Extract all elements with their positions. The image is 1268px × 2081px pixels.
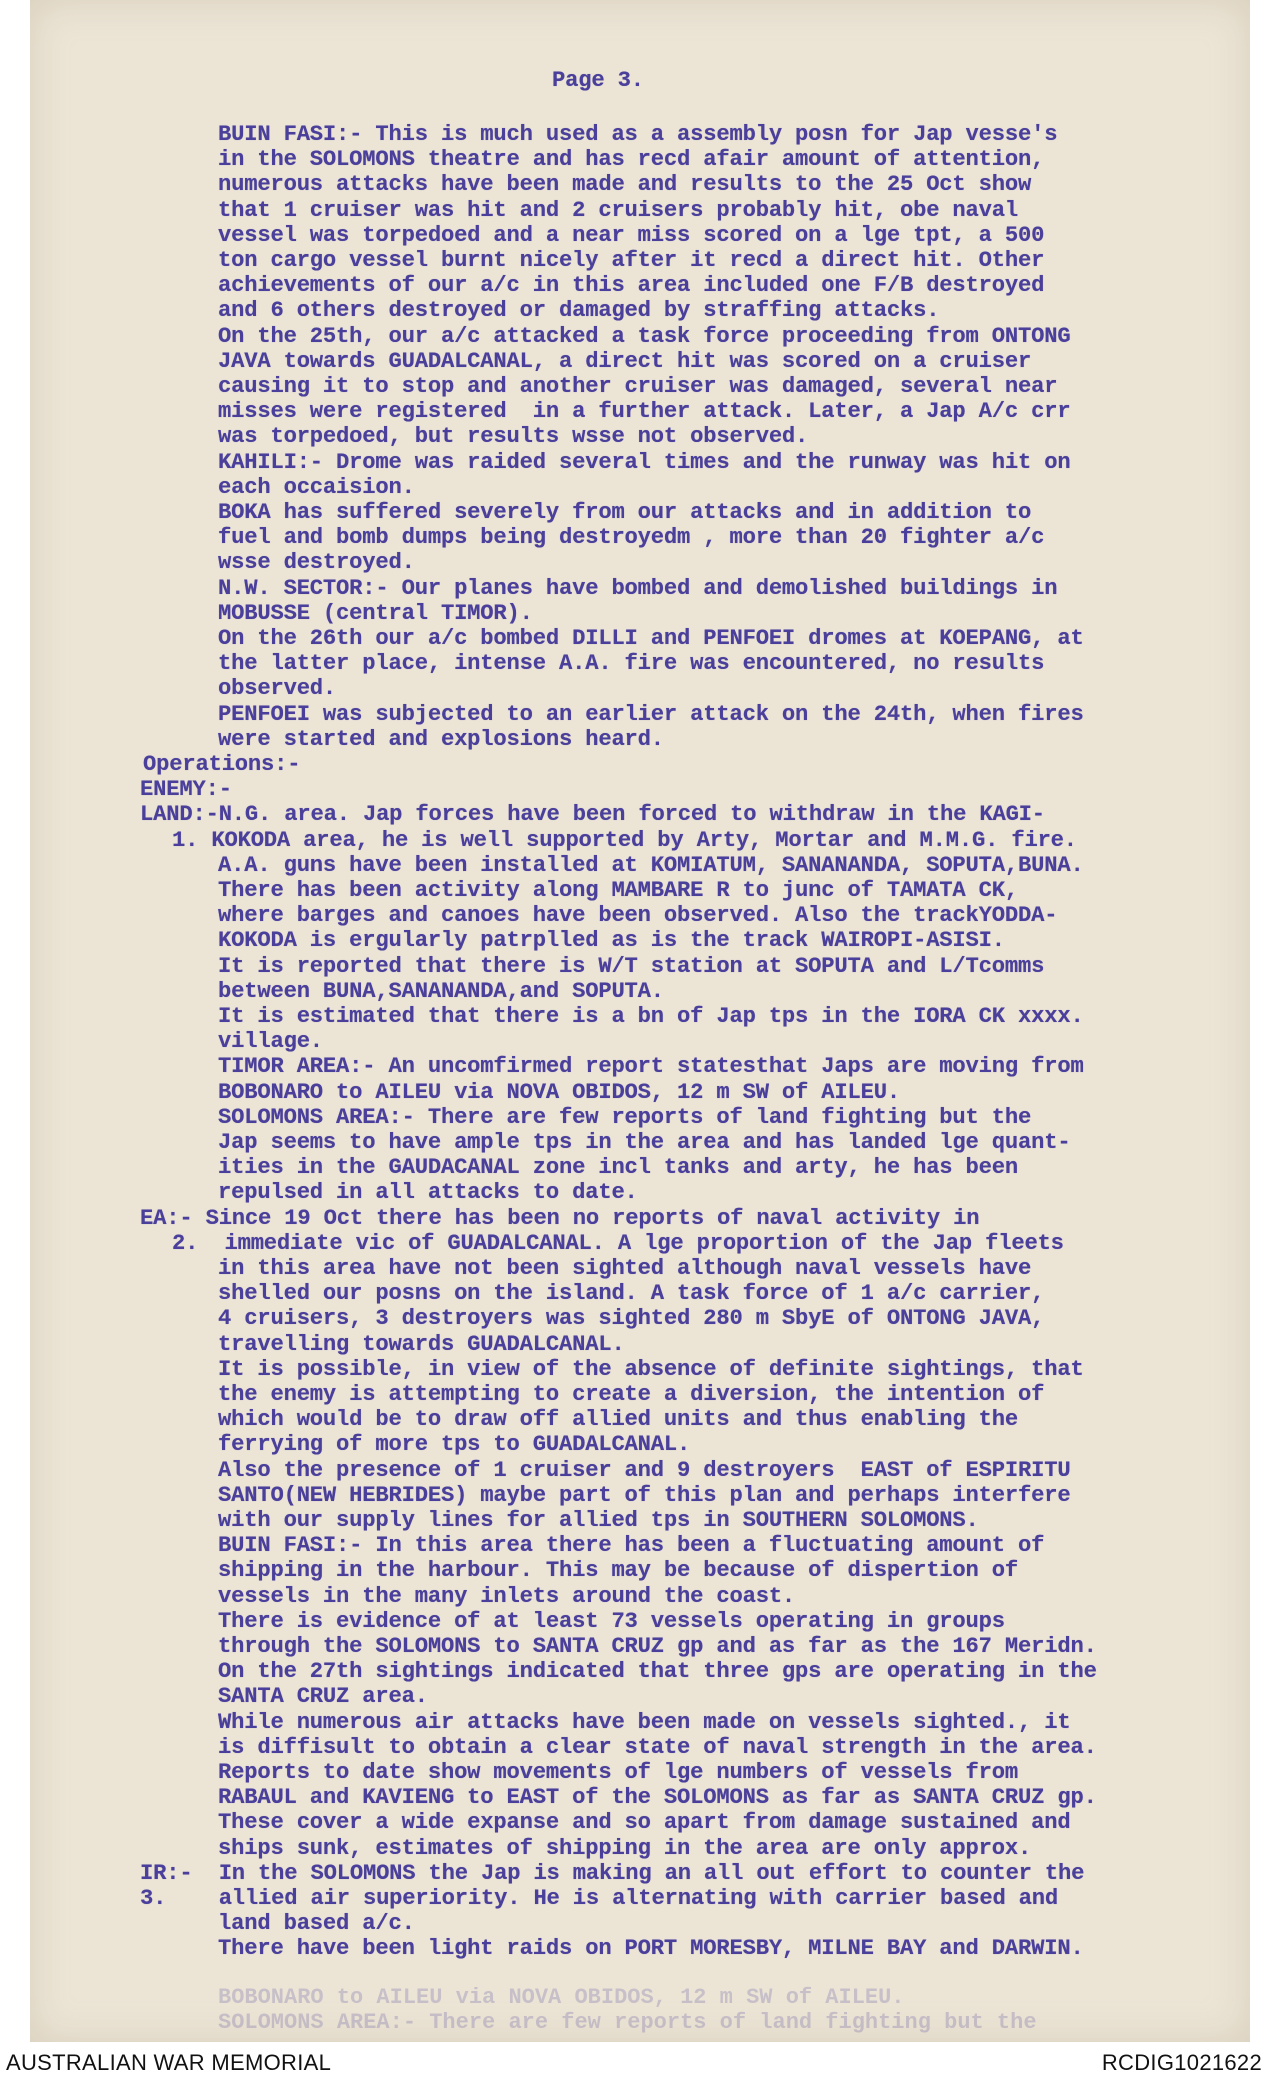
text-line: LAND:-N.G. area. Jap forces have been forced to withdraw in the KAGI- [140, 802, 1045, 828]
text-line: BOKA has suffered severely from our attacks and in addition to [218, 500, 1032, 525]
text-line: SANTO(NEW HEBRIDES) maybe part of this plan and perhaps interfere [218, 1482, 1071, 1508]
text-line: ships sunk, estimates of shipping in the area are only approx. [218, 1835, 1032, 1861]
text-line: EA:- Since 19 Oct there has been no reports of naval activity in [140, 1205, 980, 1231]
text-line: 1. KOKODA area, he is well supported by Arty, Mortar and M.M.G. fire. [172, 827, 1077, 853]
text-line: with our supply lines for allied tps in SOUTHERN SOLOMONS. [218, 1508, 979, 1533]
text-line: Also the presence of 1 cruiser and 9 destroyers EAST of ESPIRITU [218, 1457, 1071, 1483]
text-line: 2. immediate vic of GUADALCANAL. A lge proportion of the Jap fleets [172, 1230, 1064, 1256]
text-line: It is estimated that there is a bn of Jap tps in the IORA CK xxxx. [218, 1004, 1084, 1029]
text-line: ENEMY:- [140, 777, 232, 803]
text-line: village. [218, 1029, 323, 1055]
text-line: It is reported that there is W/T station at SOPUTA and L/Tcomms [218, 953, 1045, 979]
text-line: There have been light raids on PORT MORESBY, MILNE BAY and DARWIN. [218, 1936, 1084, 1962]
text-line: misses were registered in a further attack. Later, a Jap A/c crr [218, 399, 1071, 425]
text-line: the enemy is attempting to create a diversion, the intention of [218, 1382, 1045, 1407]
text-line: vessel was torpedoed and a near miss scored on a lge tpt, a 500 [218, 222, 1045, 248]
text-line: shelled our posns on the island. A task force of 1 a/c carrier, [218, 1281, 1045, 1307]
text-line: and 6 others destroyed or damaged by straffing attacks. [218, 298, 940, 324]
text-line: ities in the GAUDACANAL zone incl tanks and arty, he has been [218, 1155, 1018, 1181]
footer-archive-name: AUSTRALIAN WAR MEMORIAL [6, 2050, 332, 2075]
text-line: fuel and bomb dumps being destroyedm , more than 20 fighter a/c [218, 525, 1045, 551]
text-line: It is possible, in view of the absence of definite sightings, that [218, 1356, 1084, 1382]
text-line: SANTA CRUZ area. [218, 1684, 428, 1710]
text-line: While numerous air attacks have been made on vessels sighted., it [218, 1709, 1071, 1735]
text-line: ton cargo vessel burnt nicely after it recd a direct hit. Other [218, 248, 1045, 273]
text-line: shipping in the harbour. This may be because of dispertion of [218, 1558, 1018, 1584]
text-line: SOLOMONS AREA:- There are few reports of land fighting but the [218, 1104, 1032, 1130]
text-line: These cover a wide expanse and so apart from damage sustained and [218, 1810, 1071, 1836]
footer-record-id: RCDIG1021622 [1101, 2050, 1262, 2075]
text-line: IR:- In the SOLOMONS the Jap is making an all out effort to counter the [140, 1860, 1085, 1886]
ghost-line: BOBONARO to AILEU via NOVA OBIDOS, 12 m SW of AILEU. [218, 1985, 905, 2010]
text-line: travelling towards GUADALCANAL. [218, 1331, 625, 1357]
document-sheet [30, 0, 1250, 2042]
text-line: through the SOLOMONS to SANTA CRUZ gp and as far as the 167 Meridn. [218, 1634, 1097, 1659]
text-line: BOBONARO to AILEU via NOVA OBIDOS, 12 m SW of AILEU. [218, 1079, 900, 1105]
text-line: ferrying of more tps to GUADALCANAL. [218, 1432, 691, 1458]
text-line: MOBUSSE (central TIMOR). [218, 600, 533, 626]
text-line: each occaision. [218, 474, 415, 500]
text-line: Reports to date show movements of lge numbers of vessels from [218, 1760, 1018, 1785]
text-line: in the SOLOMONS theatre and has recd afair amount of attention, [218, 147, 1045, 173]
text-line: where barges and canoes have been observed. Also the trackYODDA- [218, 903, 1058, 929]
text-line: BUIN FASI:- This is much used as a assembly posn for Jap vesse's [218, 122, 1058, 147]
text-line: that 1 cruiser was hit and 2 cruisers probably hit, obe naval [218, 197, 1018, 223]
text-line: 4 cruisers, 3 destroyers was sighted 280 m SbyE of ONTONG JAVA, [218, 1306, 1045, 1332]
text-line: RABAUL and KAVIENG to EAST of the SOLOMONS as far as SANTA CRUZ gp. [218, 1785, 1097, 1811]
text-line: KOKODA is ergularly patrplled as is the track WAIROPI-ASISI. [218, 928, 1005, 954]
text-line: observed. [218, 676, 337, 702]
text-line: which would be to draw off allied units and thus enabling the [218, 1407, 1018, 1433]
text-line: There has been activity along MAMBARE R to junc of TAMATA CK, [218, 878, 1018, 903]
text-line: TIMOR AREA:- An uncomfirmed report statesthat Japs are moving from [218, 1054, 1084, 1080]
text-line: repulsed in all attacks to date. [218, 1180, 638, 1206]
text-line: PENFOEI was subjected to an earlier attack on the 24th, when fires [218, 701, 1084, 727]
text-line: was torpedoed, but results wsse not observed. [218, 424, 809, 450]
text-line: numerous attacks have been made and results to the 25 Oct show [218, 172, 1032, 198]
text-line: wsse destroyed. [218, 550, 415, 576]
text-line: JAVA towards GUADALCANAL, a direct hit was scored on a cruiser [218, 348, 1032, 374]
text-line: causing it to stop and another cruiser was damaged, several near [218, 374, 1058, 399]
text-line: KAHILI:- Drome was raided several times and the runway was hit on [218, 449, 1071, 475]
text-line: On the 27th sightings indicated that three gps are operating in the [218, 1659, 1097, 1685]
text-line: land based a/c. [218, 1911, 415, 1937]
text-line: A.A. guns have been installed at KOMIATUM, SANANANDA, SOPUTA,BUNA. [218, 852, 1084, 878]
text-line: Operations:- [143, 752, 301, 777]
text-line: achievements of our a/c in this area included one F/B destroyed [218, 273, 1045, 299]
text-line: in this area have not been sighted although naval vessels have [218, 1256, 1032, 1281]
text-line: vessels in the many inlets around the coast. [218, 1583, 796, 1609]
text-line: There is evidence of at least 73 vessels operating in groups [218, 1608, 1005, 1634]
page-number: Page 3. [552, 68, 644, 93]
ghost-line: SOLOMONS AREA:- There are few reports of land fighting but the [218, 2010, 1037, 2035]
text-line: N.W. SECTOR:- Our planes have bombed and demolished buildings in [218, 575, 1058, 601]
text-line: between BUNA,SANANANDA,and SOPUTA. [218, 978, 664, 1004]
text-line: the latter place, intense A.A. fire was encountered, no results [218, 651, 1045, 677]
text-line: Jap seems to have ample tps in the area and has landed lge quant- [218, 1130, 1071, 1155]
text-line: were started and explosions heard. [218, 726, 664, 752]
text-line: On the 26th our a/c bombed DILLI and PENFOEI dromes at KOEPANG, at [218, 626, 1084, 651]
text-line: 3. allied air superiority. He is alternating with carrier based and [140, 1886, 1059, 1911]
text-line: is diffisult to obtain a clear state of naval strength in the area. [218, 1734, 1097, 1760]
text-line: On the 25th, our a/c attacked a task force proceeding from ONTONG [218, 323, 1071, 349]
text-line: BUIN FASI:- In this area there has been a fluctuating amount of [218, 1533, 1045, 1559]
